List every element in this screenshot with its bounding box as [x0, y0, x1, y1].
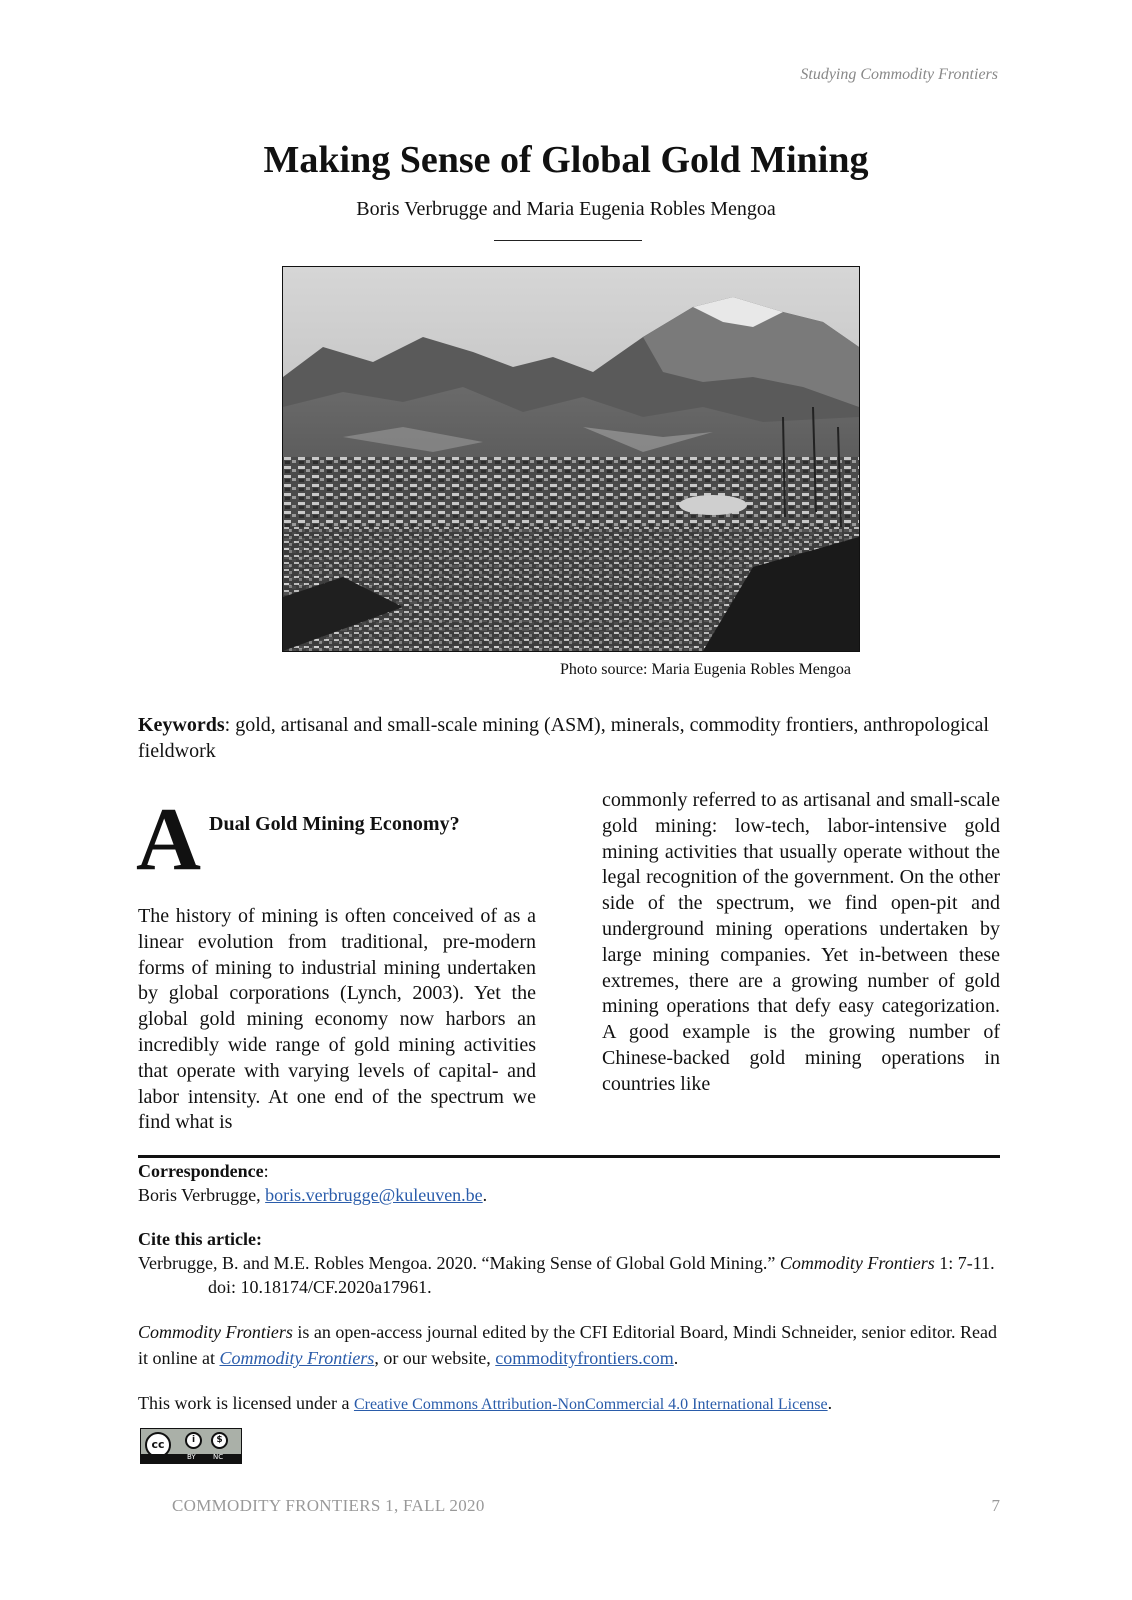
drop-cap: A [136, 790, 201, 889]
license-text: This work is licensed under a [138, 1393, 354, 1413]
correspondence-colon: : [263, 1161, 269, 1181]
correspondence-end: . [482, 1185, 488, 1205]
cc-license-badge[interactable] [140, 1428, 242, 1464]
page-number: 7 [991, 1496, 1000, 1515]
cite-text-b: 1: 7-11. doi: 10.18174/CF.2020a17961. [208, 1253, 995, 1297]
photo-caption: Photo source: Maria Eugenia Robles Mengoa [559, 661, 851, 678]
article-notes [138, 1159, 1000, 1417]
noncommercial-icon: $ [211, 1432, 228, 1449]
website-link[interactable]: commodityfrontiers.com [495, 1348, 674, 1368]
cc-nc-label: NC [213, 1453, 224, 1461]
section-heading: Dual Gold Mining Economy? [209, 813, 460, 835]
cite-text [138, 1251, 1000, 1299]
keywords-text: : gold, artisanal and small-scale mining (ASM), minerals, commodity frontiers, anthropological fieldwork [138, 714, 989, 762]
cite-label: Cite this article: [138, 1229, 262, 1249]
correspondence-email-link[interactable]: boris.verbrugge@kuleuven.be [265, 1185, 483, 1205]
body-column-right [602, 788, 1000, 1098]
journal-note-journal: Commodity Frontiers [138, 1322, 293, 1342]
journal-note-text-a: is an open-access journal edited by the CFI Editorial Board, Mindi Schneider, senior editor. Read it online at [138, 1322, 997, 1368]
article-title: Making Sense of Global Gold Mining [263, 139, 869, 181]
footnote-divider [138, 1155, 1000, 1158]
body-column-left [138, 790, 536, 1136]
article-authors: Boris Verbrugge and Maria Eugenia Robles Mengoa [356, 198, 776, 220]
license-end: . [827, 1393, 833, 1413]
journal-note-end: . [673, 1348, 679, 1368]
body-paragraph-right: commonly referred to as artisanal and small-scale gold mining: low-tech, labor-intensive gold mining activities that usually operate without the legal recognition of the government. On the other side of the spectrum, we find open-pit and underground mining operations undertaken by large mining companies. Yet in-between these extremes, there are a growing number of gold mining operations that defy easy categorization. A good example is the growing number of Chinese-backed gold mining operations in countries like [602, 789, 1000, 1095]
attribution-icon: i [185, 1432, 202, 1449]
footer-journal-issue: COMMODITY FRONTIERS 1, FALL 2020 [172, 1496, 485, 1515]
correspondence-name: Boris Verbrugge, [138, 1185, 266, 1205]
keywords [138, 712, 998, 764]
cc-by-label: BY [187, 1453, 196, 1461]
mining-town-photo [282, 266, 860, 652]
running-head: Studying Commodity Frontiers [800, 66, 998, 83]
title-divider [494, 240, 642, 241]
commodity-frontiers-link[interactable]: Commodity Frontiers [219, 1348, 375, 1368]
citation-block [138, 1227, 1000, 1299]
correspondence-block [138, 1159, 1000, 1207]
cc-badge-strip [141, 1454, 241, 1463]
cite-journal: Commodity Frontiers [779, 1253, 935, 1273]
journal-note [138, 1319, 1000, 1371]
cite-text-a: Verbrugge, B. and M.E. Robles Mengoa. 2020. “Making Sense of Global Gold Mining.” [138, 1253, 780, 1273]
correspondence-label: Correspondence [138, 1161, 264, 1181]
body-paragraph-left: The history of mining is often conceived of as a linear evolution from traditional, pre-modern forms of mining to industrial mining undertaken by global corporations (Lynch, 2003). Yet the global gold mining economy now harbors an incredibly wide range of gold mining activities that operate with varying levels of capital- and labor intensity. At one end of the spectrum we find what is [138, 905, 536, 1134]
journal-note-text-b: , or our website, [374, 1348, 496, 1368]
cc-icon: cc [145, 1432, 171, 1458]
license-link[interactable]: Creative Commons Attribution-NonCommercial 4.0 International License [353, 1396, 828, 1413]
license-note [138, 1391, 1000, 1417]
keywords-label: Keywords [138, 714, 225, 736]
